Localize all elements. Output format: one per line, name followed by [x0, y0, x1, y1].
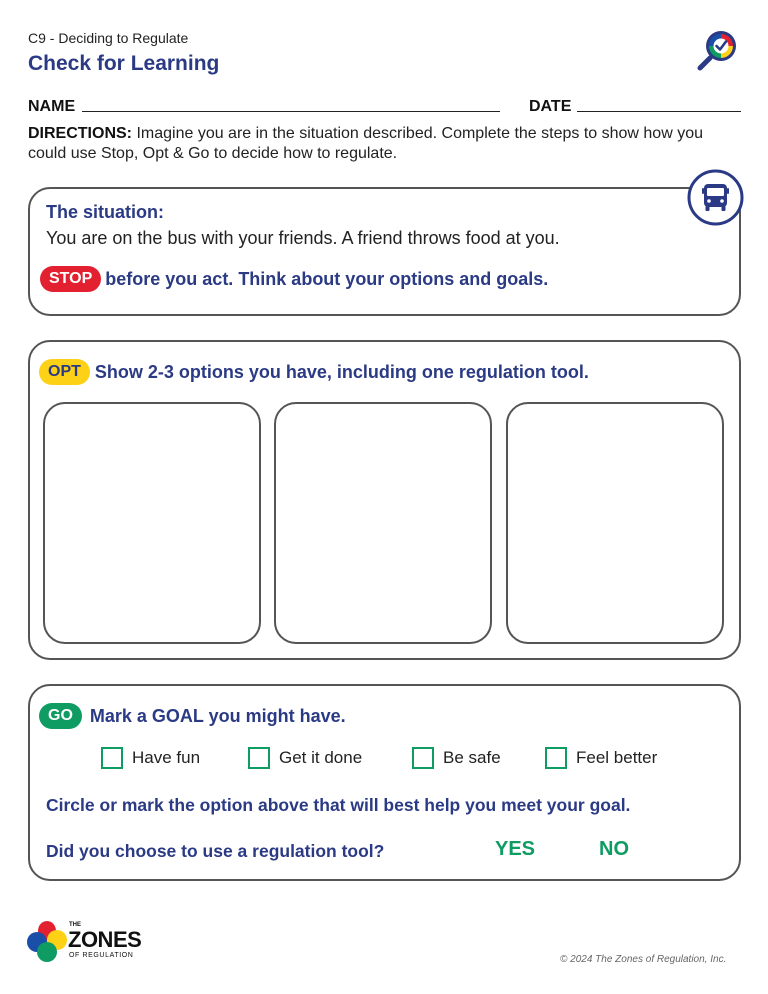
opt-badge: OPT	[39, 359, 90, 385]
regulation-question: Did you choose to use a regulation tool?	[46, 841, 385, 861]
opt-text: Show 2-3 options you have, including one regulation tool.	[94, 361, 589, 382]
goal-have-fun[interactable]	[101, 747, 200, 769]
date-label: DATE	[529, 98, 572, 115]
opt-row	[39, 359, 589, 385]
logo-subtitle: OF REGULATION	[69, 952, 134, 959]
logo-zones: ZONES	[68, 927, 142, 952]
go-badge: GO	[39, 703, 82, 729]
option-box-3[interactable]	[506, 402, 724, 644]
stop-badge: STOP	[40, 266, 101, 292]
checkbox[interactable]	[248, 747, 270, 769]
logo-the: THE	[69, 922, 81, 928]
go-card	[28, 684, 741, 881]
name-field[interactable]	[82, 111, 500, 112]
goal-label: Get it done	[279, 748, 363, 767]
date-field[interactable]	[577, 111, 741, 112]
situation-card	[28, 187, 741, 316]
goal-be-safe[interactable]	[412, 747, 501, 769]
directions	[28, 124, 728, 164]
copyright: © 2024 The Zones of Regulation, Inc.	[560, 954, 727, 965]
directions-text: Imagine you are in the situation described. Complete the steps to show how you could use Stop, Opt & Go to decide how to regulate.	[28, 125, 703, 162]
stop-row	[40, 266, 548, 292]
yes-option[interactable]: YES	[495, 838, 536, 860]
stop-text: before you act. Think about your options and goals.	[105, 268, 549, 289]
situation-heading: The situation:	[46, 202, 164, 222]
goal-label: Be safe	[443, 748, 501, 767]
opt-card	[28, 340, 741, 660]
checkbox[interactable]	[412, 747, 434, 769]
option-box-1[interactable]	[43, 402, 261, 644]
option-box-2[interactable]	[274, 402, 492, 644]
bus-icon	[687, 169, 744, 226]
magnifier-check-icon	[690, 24, 742, 76]
checkbox[interactable]	[101, 747, 123, 769]
page-title: Check for Learning	[28, 52, 220, 75]
lesson-code: C9 - Deciding to Regulate	[28, 30, 189, 46]
goal-get-it-done[interactable]	[248, 747, 362, 769]
circle-instruction: Circle or mark the option above that will best help you meet your goal.	[46, 795, 631, 815]
goal-label: Feel better	[576, 748, 658, 767]
goal-feel-better[interactable]	[545, 747, 657, 769]
directions-label: DIRECTIONS:	[28, 125, 132, 142]
checkbox[interactable]	[545, 747, 567, 769]
no-option[interactable]: NO	[599, 838, 629, 860]
zones-logo-icon	[26, 920, 74, 964]
name-label: NAME	[28, 98, 76, 115]
go-text: Mark a GOAL you might have.	[89, 705, 346, 726]
situation-text: You are on the bus with your friends. A friend throws food at you.	[46, 228, 560, 248]
go-row	[39, 703, 346, 729]
goal-label: Have fun	[132, 748, 201, 767]
